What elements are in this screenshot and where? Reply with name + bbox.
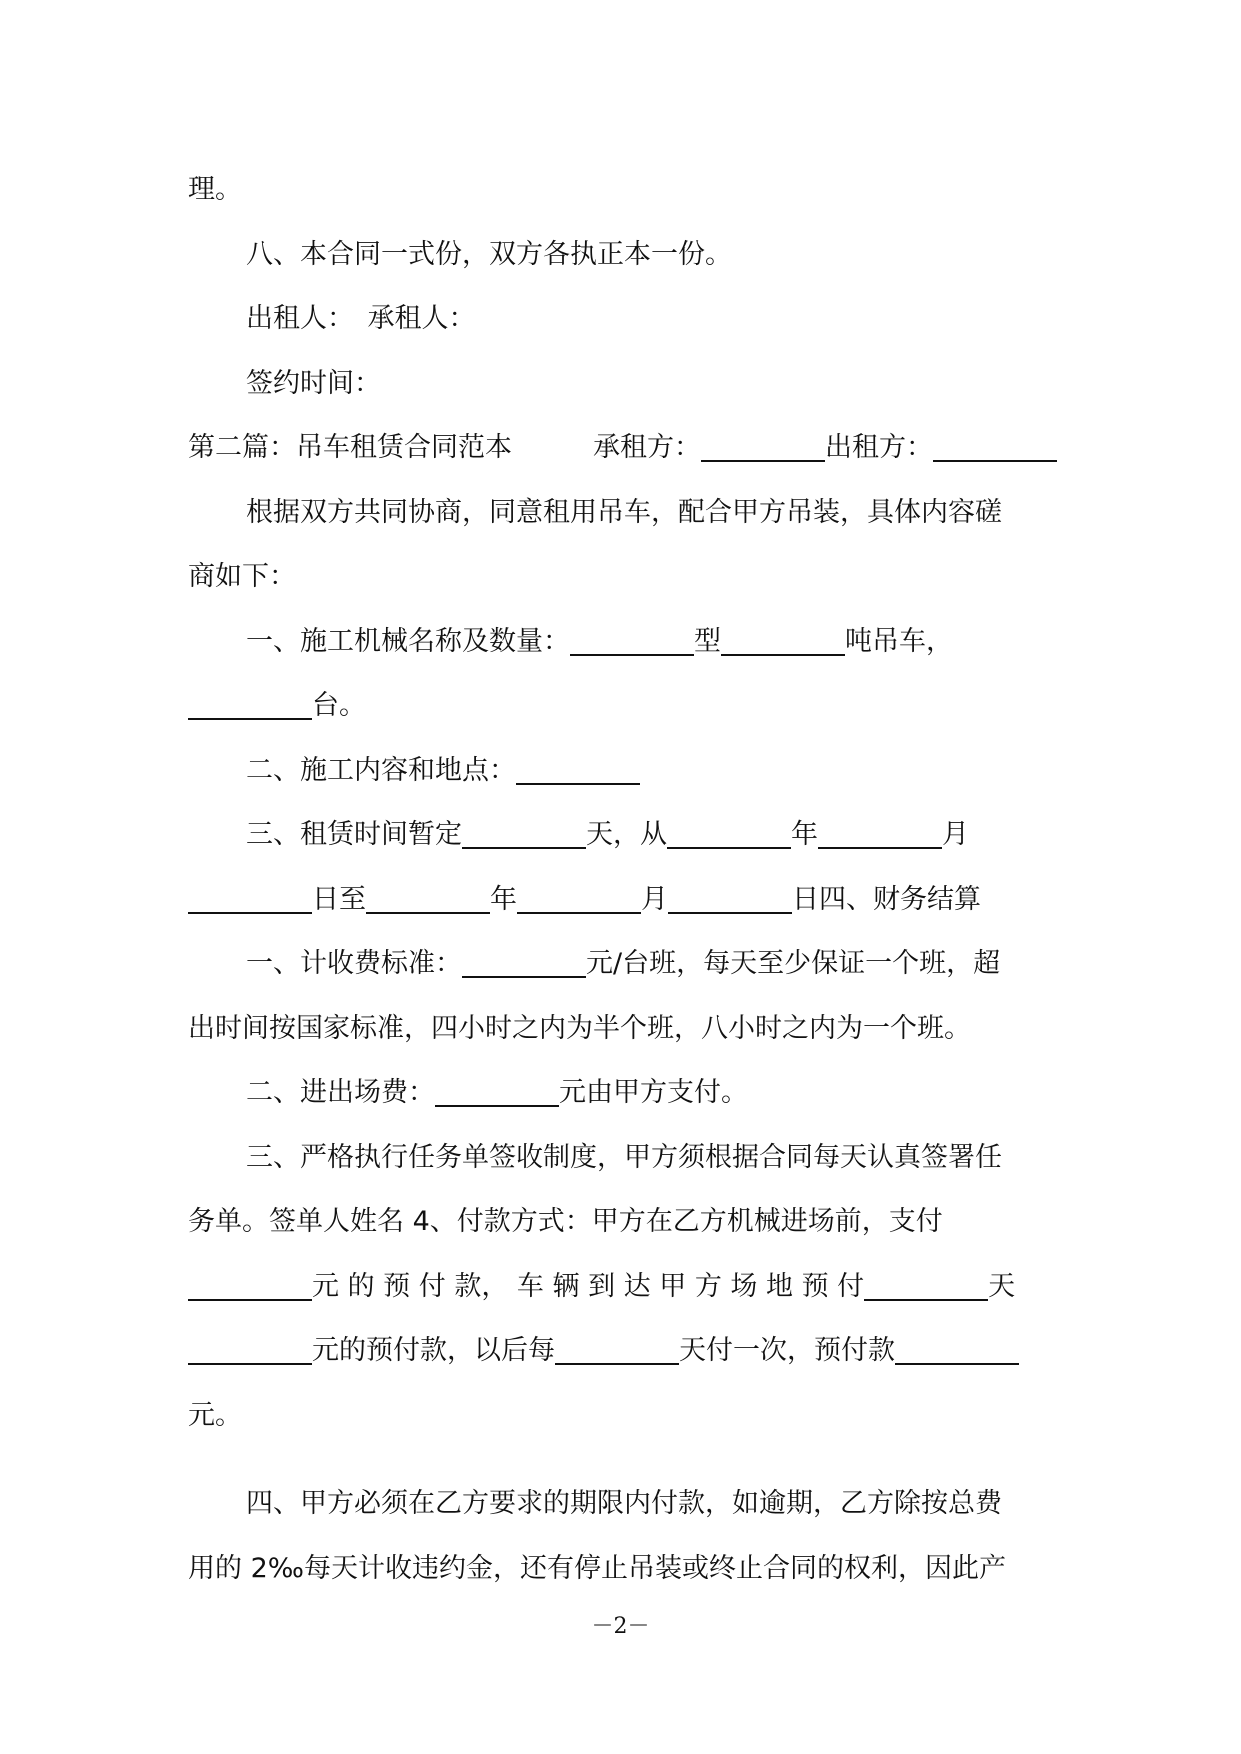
text-segment: 年 <box>490 883 517 915</box>
blank-field <box>435 1073 559 1107</box>
text-segment: 二、进出场费： <box>246 1077 435 1108</box>
blank-field <box>933 428 1057 462</box>
blank-field <box>516 751 640 785</box>
signature-line: 出租人： 承租人： <box>246 303 476 334</box>
text-line: 务单。签单人姓名 4、付款方式：甲方在乙方机械进场前，支付 <box>188 1206 943 1237</box>
text-line: 根据双方共同协商，同意租用吊车，配合甲方吊装，具体内容磋 <box>246 496 1002 528</box>
text-segment: 第二篇：吊车租赁合同范本 承租方： <box>188 432 701 463</box>
blank-field <box>188 686 312 720</box>
text-segment: 月 <box>942 819 969 850</box>
text-segment: 元/台班，每天至少保证一个班，超 <box>586 948 1001 979</box>
text-line: 三、严格执行任务单签收制度，甲方须根据合同每天认真签署任 <box>246 1141 1002 1173</box>
text-line <box>188 739 1074 804</box>
text-segment: 吨吊车， <box>845 625 953 657</box>
blank-field <box>188 880 312 914</box>
text-segment: 一、计收费标准： <box>246 948 462 979</box>
text-line: 八、本合同一式份，双方各执正本一份。 <box>246 238 732 270</box>
blank-field <box>188 1267 312 1301</box>
text-line <box>188 803 1074 868</box>
blank-field <box>667 815 791 849</box>
text-segment: 月 <box>641 883 668 915</box>
text-line: 元。 <box>188 1399 242 1431</box>
blank-field <box>668 880 792 914</box>
text-segment: 元由甲方支付。 <box>559 1077 748 1108</box>
text-line <box>188 932 1074 997</box>
text-segment: 一、施工机械名称及数量： <box>246 625 570 657</box>
section-title-line <box>188 416 1074 481</box>
document-body <box>188 158 1074 1601</box>
blank-field <box>721 622 845 656</box>
blank-field <box>895 1331 1019 1365</box>
text-line: 出时间按国家标准，四小时之内为半个班，八小时之内为一个班。 <box>188 1012 971 1044</box>
text-line <box>188 610 1074 675</box>
blank-field <box>517 880 641 914</box>
text-line <box>188 1255 1074 1320</box>
text-line: 用的 2‰每天计收违约金，还有停止吊装或终止合同的权利，因此产 <box>188 1552 1006 1584</box>
blank-field <box>701 428 825 462</box>
text-segment: 二、施工内容和地点： <box>246 754 516 786</box>
text-line: 四、甲方必须在乙方要求的期限内付款，如逾期，乙方除按总费 <box>246 1488 1002 1519</box>
text-line: 商如下： <box>188 561 296 592</box>
blank-field <box>366 880 490 914</box>
text-line: 理。 <box>188 174 242 205</box>
text-segment: 元 的 预 付 款， 车 辆 到 达 甲 方 场 地 预 付 <box>312 1270 865 1302</box>
paragraph-gap <box>188 1448 1074 1472</box>
text-segment: 年 <box>791 819 818 850</box>
text-line <box>188 1061 1074 1126</box>
page-number: －2－ <box>591 1614 650 1639</box>
text-line <box>188 868 1074 933</box>
text-segment: 三、租赁时间暂定 <box>246 819 462 850</box>
blank-field <box>188 1331 312 1365</box>
blank-field <box>555 1331 679 1365</box>
text-line <box>188 674 1074 739</box>
text-segment: 型 <box>694 625 721 657</box>
text-segment: 台。 <box>312 690 366 721</box>
blank-field <box>462 815 586 849</box>
text-segment: 出租方： <box>825 432 933 463</box>
blank-field <box>462 944 586 978</box>
text-segment: 天，从 <box>586 819 667 850</box>
text-segment: 天 <box>988 1270 1016 1302</box>
text-segment: 元的预付款，以后每 <box>312 1335 555 1366</box>
signing-date-line: 签约时间： <box>246 367 381 399</box>
blank-field <box>570 622 694 656</box>
text-segment: 日至 <box>312 883 366 915</box>
blank-field <box>818 815 942 849</box>
text-line <box>188 1319 1074 1384</box>
blank-field <box>864 1267 988 1301</box>
text-segment: 日四、财务结算 <box>792 883 981 915</box>
text-segment: 天付一次，预付款 <box>679 1335 895 1366</box>
